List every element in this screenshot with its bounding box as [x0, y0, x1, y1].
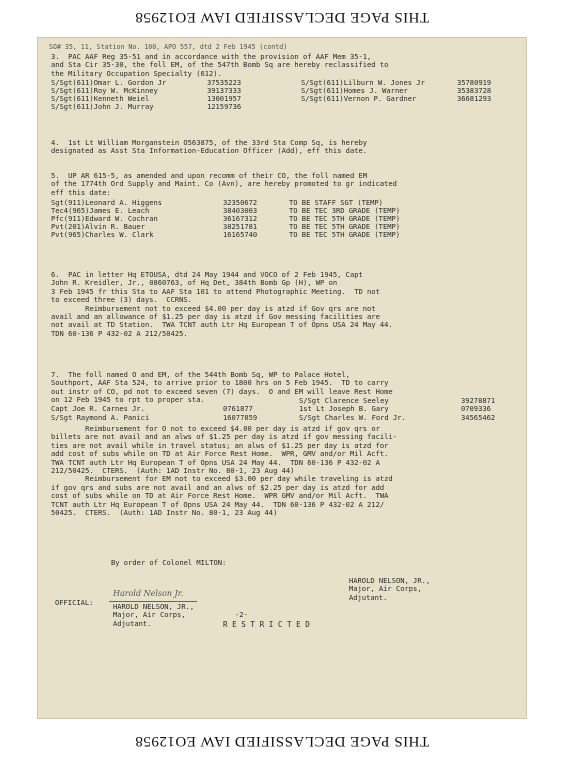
promotion-grade: TO BE STAFF SGT (TEMP)	[289, 198, 383, 207]
personnel-serial: 34565462	[461, 413, 496, 422]
roster-serial: 13001957	[207, 94, 242, 103]
personnel-name: 1st Lt Joseph B. Gary	[299, 404, 389, 413]
personnel-serial: 0761877	[223, 404, 253, 413]
roster-name: S/Sgt(611)Lilburn W. Jones Jr	[301, 78, 425, 87]
personnel-serial: 0709336	[461, 404, 491, 413]
promotion-serial: 38251781	[223, 222, 258, 231]
header-line: SO# 35, 11, Station No. 100, APO 557, dtd 2 Feb 1945 (contd)	[49, 43, 288, 51]
personnel-name: Capt Joe R. Carnes Jr.	[51, 404, 145, 413]
promotion-grade: TO BE TEC 5TH GRADE (TEMP)	[289, 230, 401, 239]
promotion-serial: 38403003	[223, 206, 258, 215]
handwritten-signature: Harold Nelson Jr.	[113, 589, 184, 598]
personnel-serial: 16077859	[223, 413, 258, 422]
promotion-grade: TO BE TEC 3RD GRADE (TEMP)	[289, 206, 401, 215]
promotion-serial: 32350672	[223, 198, 258, 207]
roster-name: S/Sgt(611)Homes J. Warner	[301, 86, 408, 95]
promotion-grade: TO BE TEC 5TH GRADE (TEMP)	[289, 222, 401, 231]
paragraph-6: 6. PAC in letter Hq ETOUSA, dtd 24 May 1944 and VOCO of 2 Feb 1945, Capt John R. Kreidler, Jr., 0860763, of Hq Det, 384th Bomb Gp (H), WP on 3 Feb 1945 fr this Sta to AAF Sta 101 to attend Photographic Meeting. TD not to exceed three (3) days. CCRNS. Reimbursement not to exceed $4.00 per day is atzd if Gov qrs are not avail and an allowance of $1.25 per day is atzd if Gov messing facilities are not avail at TD Station. TWA TCNT auth Ltr Hq European T of Opns USA 24 May 44. TDN 60-136 P 432-02 A 212/50425.	[51, 270, 393, 338]
promotion-grade: TO BE TEC 5TH GRADE (TEMP)	[289, 214, 401, 223]
promotion-name: Tec4(965)James E. Leach	[51, 206, 150, 215]
page-number: -2-	[235, 610, 248, 619]
paragraph-4: 4. 1st Lt William Morganstein O563875, of the 33rd Sta Comp Sq, is hereby designated as Asst Sta Information-Education Officer (Add), eff this date.	[51, 138, 368, 156]
paragraph-3: 3. PAC AAF Reg 35-51 and in accordance with the provision of AAF Mem 35-1, and Sta Cir 35-30, the foll EM, of the 547th Bomb Sq are hereby reclassified to the Military Occupation Specialty (612).	[51, 52, 389, 78]
document-page	[37, 37, 527, 719]
roster-name: S/Sgt(611)Roy W. McKinney	[51, 86, 158, 95]
roster-serial: 35383728	[457, 86, 492, 95]
restricted-marking: R E S T R I C T E D	[223, 620, 310, 629]
by-order-line: By order of Colonel MILTON:	[111, 558, 227, 567]
promotion-serial: 16165740	[223, 230, 258, 239]
paragraph-5: 5. UP AR 615-5, as amended and upon recomm of their CO, the foll named EM of the 1774th Ord Supply and Maint. Co (Avn), are hereby promoted to gr indicated eff this date:	[51, 171, 397, 197]
roster-serial: 39137333	[207, 86, 242, 95]
promotion-name: Pvt(965)Charles W. Clark	[51, 230, 154, 239]
roster-serial: 12159736	[207, 102, 242, 111]
promotion-name: Pvt(201)Alvin R. Bauer	[51, 222, 145, 231]
personnel-serial: 39278871	[461, 396, 496, 405]
promotion-serial: 36167312	[223, 214, 258, 223]
promotion-name: Pfc(911)Edward W. Cochran	[51, 214, 158, 223]
signature-block-right: HAROLD NELSON, JR., Major, Air Corps, Adjutant.	[349, 576, 431, 602]
roster-serial: 35780919	[457, 78, 492, 87]
paragraph-7-intro: 7. The foll named O and EM, of the 544th Bomb Sq, WP to Palace Hotel, Southport, AAF Sta 524, to arrive prior to 1800 hrs on 5 Feb 1945. TD to carry out instr of CO, pd not to exceed seven (7) days. O and EM will leave Rest Home on 12 Feb 1945 to rpt to proper sta.	[51, 370, 393, 405]
roster-name: S/Sgt(611)Vernon P. Gardner	[301, 94, 417, 103]
roster-serial: 36681293	[457, 94, 492, 103]
declassified-banner-top: THIS PAGE DECLASSIFIED IAW EO12958	[134, 9, 430, 25]
roster-name: S/Sgt(611)Kenneth Weiel	[51, 94, 150, 103]
roster-serial: 37535223	[207, 78, 242, 87]
signature-block-left: HAROLD NELSON, JR., Major, Air Corps, Adjutant.	[113, 602, 195, 628]
paragraph-7-body: Reimbursement for O not to exceed $4.00 per day is atzd if gov qrs or billets are not avail and an alws of $1.25 per day is atzd if gov messing facili- ties are not avail while in travel status; an alws of $1.25 per day is atzd for add cost of subs while on TD at Air Force Rest Home. WPR, GMV and/or Mil Acft. TWA TCNT auth Ltr Hq European T of Opns USA 24 May 44. TDN 60-136 P 432-02 A 212/50425. CTERS. (Auth: 1AD Instr No. 80-1, 23 Aug 44) Reimbursement for EM not to exceed $3.00 per day while traveling is atzd if gov qrs and subs are not avail and an alws of $2.25 per day is atzd for add cost of subs while on TD at Air Force Rest Home. WPR GMV and/or Mil Acft. TWA TCNT auth Ltr Hq European T of Opns USA 24 May 44. TDN 60-136 P 432-02 A 212/ 50425. CTERS. (Auth: 1AD Instr No. 80-1, 23 Aug 44)	[51, 424, 397, 518]
personnel-name: S/Sgt Clarence Seeley	[299, 396, 389, 405]
personnel-name: S/Sgt Charles W. Ford Jr.	[299, 413, 406, 422]
roster-name: S/Sgt(611)John J. Murray	[51, 102, 154, 111]
official-label: OFFICIAL:	[55, 598, 94, 607]
declassified-banner-bottom: THIS PAGE DECLASSIFIED IAW EO12958	[134, 733, 430, 749]
roster-name: S/Sgt(611)Omar L. Gordon Jr	[51, 78, 167, 87]
promotion-name: Sgt(911)Leonard A. Higgens	[51, 198, 163, 207]
personnel-name: S/Sgt Raymond A. Panici	[51, 413, 150, 422]
